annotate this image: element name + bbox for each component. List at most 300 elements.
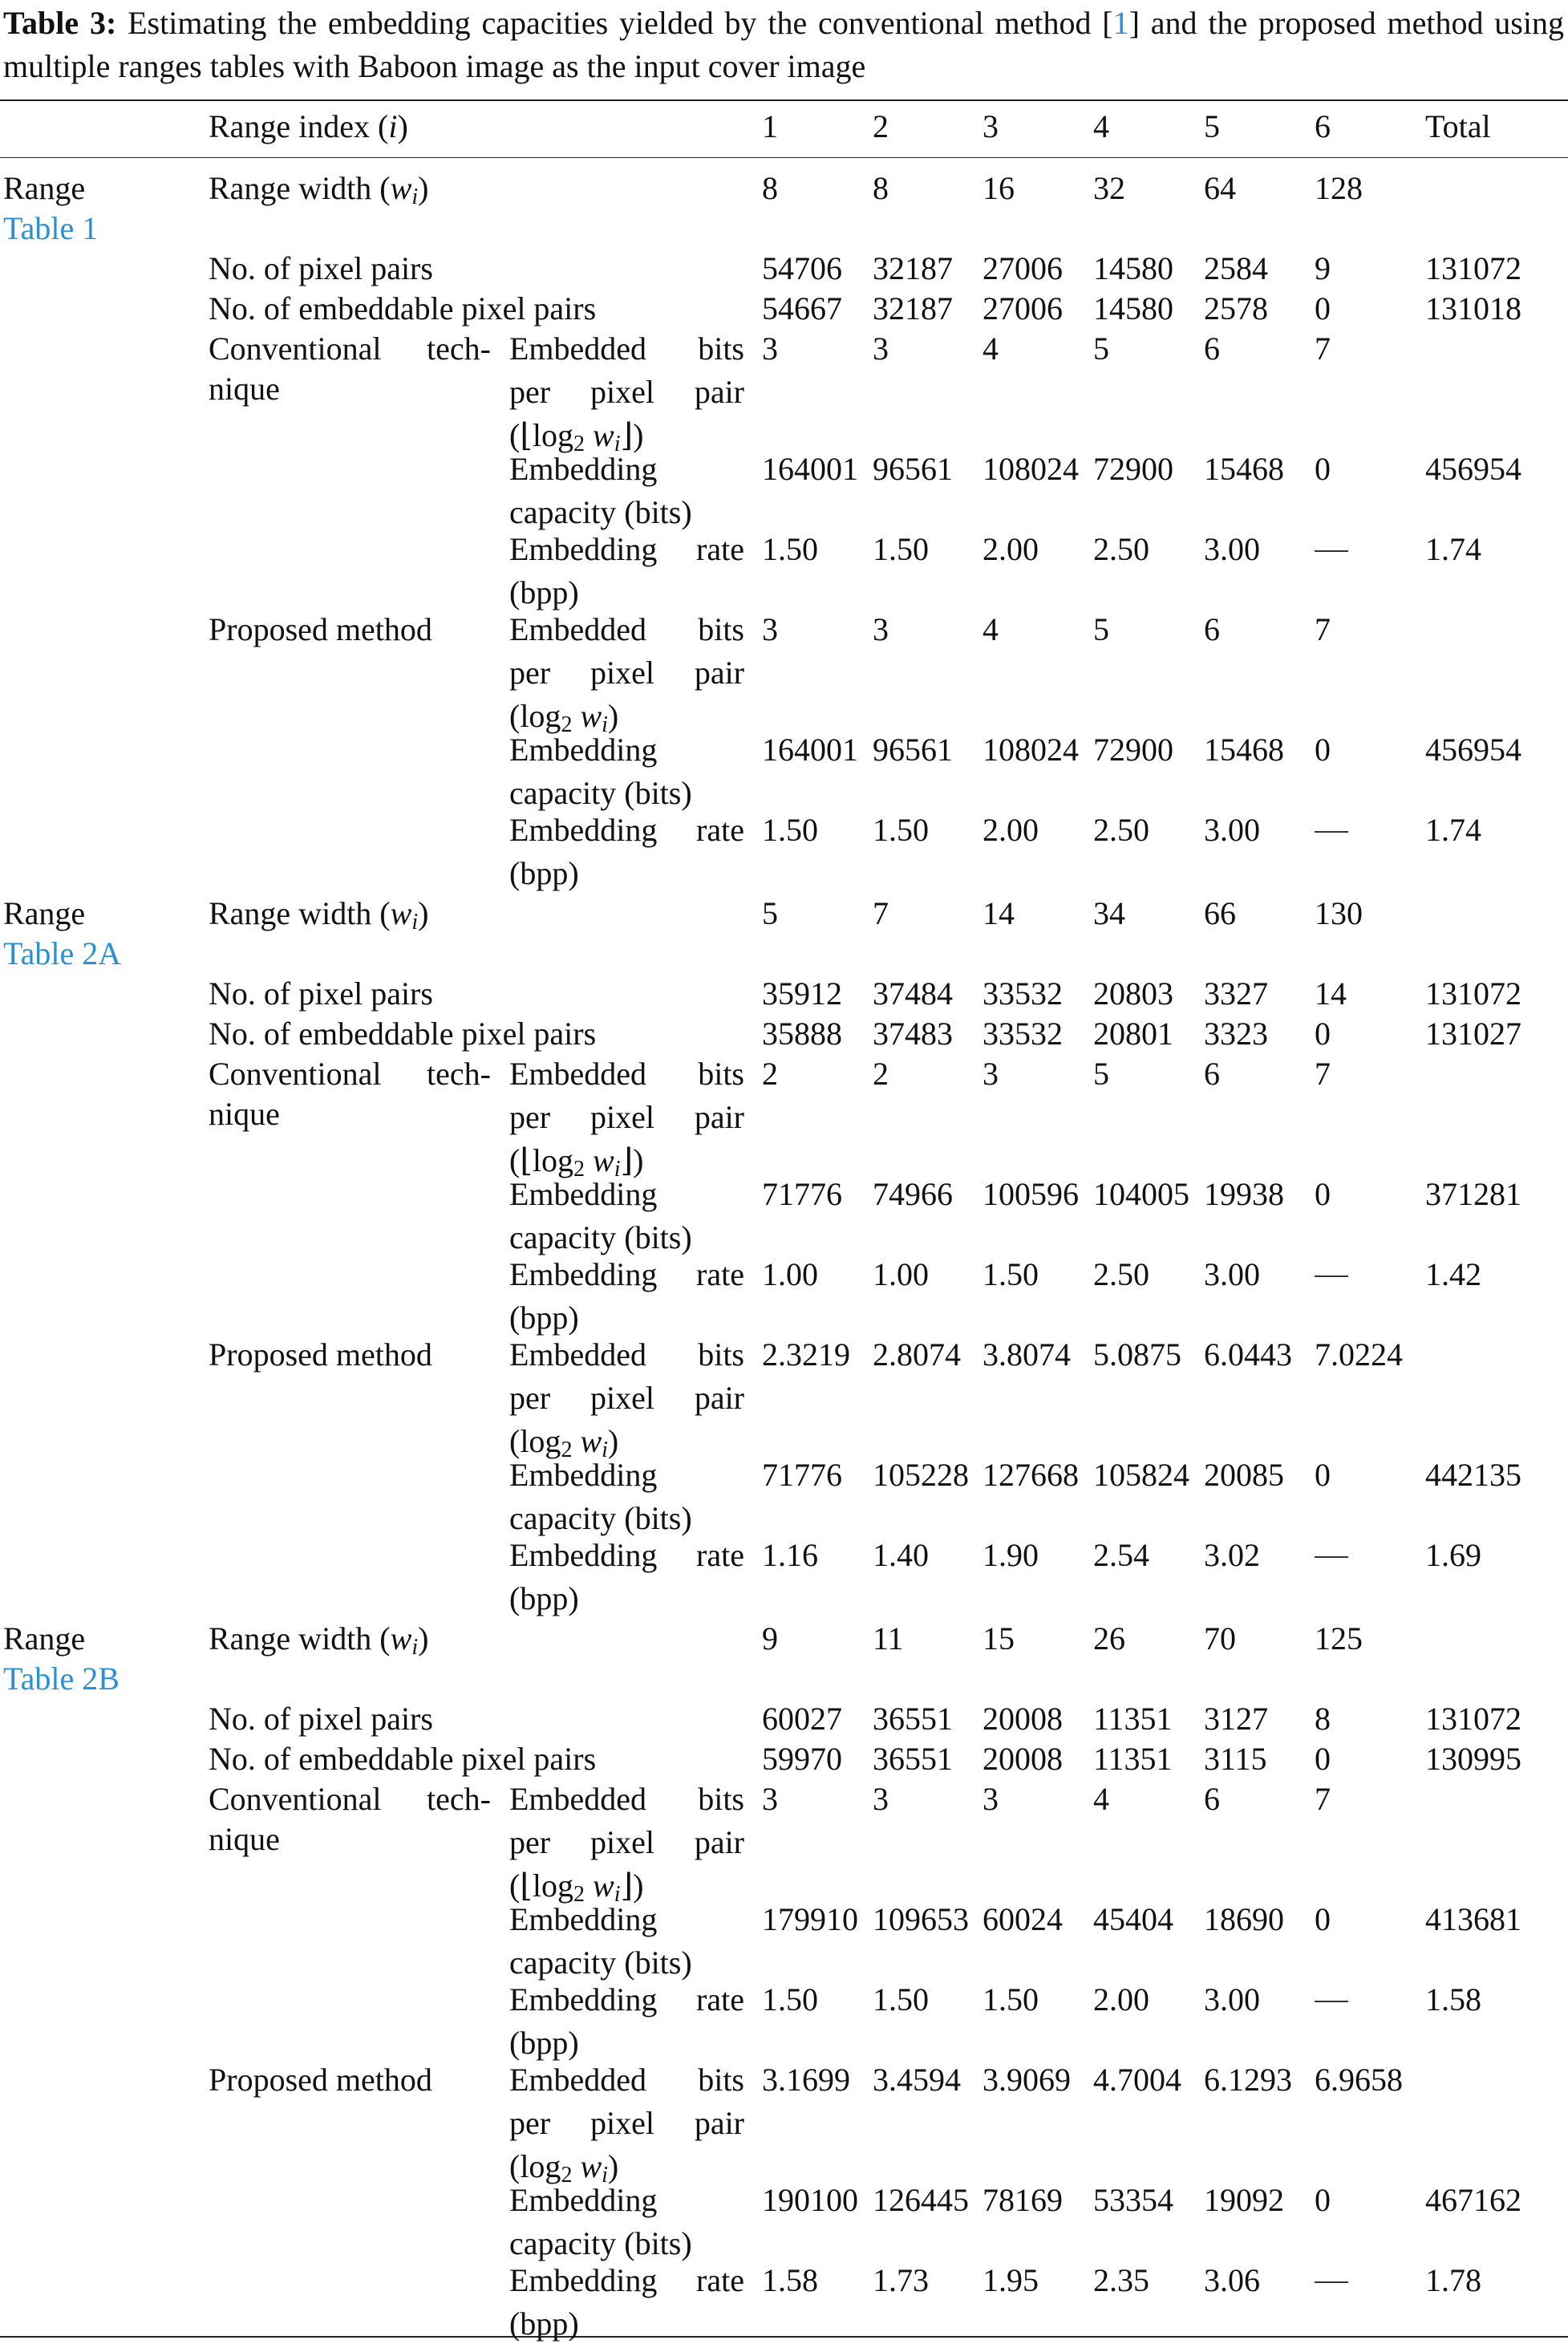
prop-capacity-value: 15468 (1204, 732, 1284, 768)
conv-capacity-value: 164001 (762, 451, 858, 487)
conv-bits-value: 7 (1315, 331, 1331, 367)
column-header: 4 (1093, 108, 1109, 144)
prop-capacity-value: 105824 (1093, 1457, 1189, 1493)
prop-capacity-value: 71776 (762, 1457, 842, 1493)
conv-bits-value: 3 (873, 1781, 889, 1817)
prop-bits-label-line2 (509, 2103, 744, 2143)
prop-rate-value: 2.35 (1093, 2262, 1149, 2298)
prop-rate-label-line2: (bpp) (509, 1580, 579, 1616)
conv-rate-label-line2: (bpp) (509, 2025, 579, 2061)
word: Embedded (509, 1056, 647, 1092)
conv-capacity-value: 96561 (873, 451, 953, 487)
embeddable-pairs-value: 35888 (762, 1016, 842, 1052)
word: Embedding (509, 1256, 658, 1292)
var-w-letter: w (390, 170, 412, 206)
prop-bits-value: 7 (1315, 611, 1331, 647)
prop-capacity-value: 190100 (762, 2182, 858, 2218)
prop-bits-value: 2.8074 (873, 1336, 961, 1373)
conv-rate-total: 1.42 (1425, 1256, 1481, 1292)
conv-bits-value: 6 (1204, 1056, 1220, 1092)
range-width-value: 8 (762, 170, 778, 206)
header-rule (0, 157, 1568, 158)
conv-rate-value: 2.50 (1093, 531, 1149, 567)
range-width-value: 8 (873, 170, 889, 206)
pixel-pairs-value: 32187 (873, 250, 953, 286)
pixel-pairs-value: 20008 (983, 1701, 1063, 1737)
prop-capacity-total: 456954 (1425, 732, 1521, 768)
conv-bits-value: 5 (1093, 1056, 1109, 1092)
word: Embedded (509, 611, 647, 647)
conv-bits-label-line1 (509, 1054, 744, 1094)
pixel-pairs-value: 27006 (983, 250, 1063, 286)
label-text: Range width ( (209, 1620, 391, 1657)
var-i: i (388, 108, 398, 144)
pixel-pairs-label: No. of pixel pairs (209, 975, 433, 1012)
prop-rate-label-line1 (509, 1535, 744, 1576)
prop-rate-value: 1.58 (762, 2262, 818, 2298)
conv-rate-value: 1.50 (873, 1981, 929, 2018)
word: pair (694, 374, 744, 410)
prop-bits-value: 6.1293 (1204, 2062, 1292, 2098)
embeddable-pairs-value: 36551 (873, 1741, 953, 1777)
conv-rate-value: 1.50 (983, 1256, 1039, 1292)
var-w-letter: w (580, 1423, 602, 1459)
word: bits (698, 611, 744, 647)
prop-rate-total: 1.74 (1425, 812, 1481, 848)
log-base: 2 (561, 712, 573, 737)
conv-capacity-total: 456954 (1425, 451, 1521, 487)
range-table-link[interactable]: Table 2A (3, 935, 122, 971)
prop-capacity-value: 0 (1315, 732, 1331, 768)
log-close: ⌋) (620, 1142, 644, 1178)
conv-capacity-label-line2: capacity (bits) (509, 1219, 692, 1255)
prop-bits-value: 7.0224 (1315, 1336, 1403, 1373)
word: pair (694, 655, 744, 691)
conv-bits-label-line1 (509, 329, 744, 369)
caption-label: Table 3: (3, 5, 117, 41)
label-close: ) (418, 895, 429, 931)
conv-capacity-value: 179910 (762, 1901, 858, 1937)
bottom-rule (0, 2336, 1568, 2338)
column-header: 3 (983, 108, 999, 144)
proposed-method-label: Proposed method (209, 611, 432, 647)
proposed-method-label: Proposed method (209, 2062, 432, 2098)
conv-capacity-value: 72900 (1093, 451, 1173, 487)
prop-rate-value: 2.00 (983, 812, 1039, 848)
var-w-sub: i (411, 910, 419, 935)
prop-bits-value: 4 (983, 611, 999, 647)
log-base: 2 (573, 1157, 585, 1182)
log-open: (log (509, 1423, 561, 1459)
proposed-method-label: Proposed method (209, 1336, 432, 1373)
range-width-value: 11 (873, 1620, 904, 1657)
word: Conventional tech- (209, 1056, 491, 1092)
range-width-value: 64 (1204, 170, 1236, 206)
embeddable-pairs-value: 0 (1315, 290, 1331, 326)
conv-bits-value: 3 (762, 331, 778, 367)
conv-rate-total: 1.74 (1425, 531, 1481, 567)
embeddable-pairs-value: 33532 (983, 1016, 1063, 1052)
prop-capacity-value: 105228 (873, 1457, 969, 1493)
conv-capacity-value: 71776 (762, 1176, 842, 1212)
conv-bits-value: 2 (873, 1056, 889, 1092)
conv-rate-label-line2: (bpp) (509, 574, 579, 610)
log-close: ⌋) (620, 417, 644, 453)
pixel-pairs-value: 54706 (762, 250, 842, 286)
word: per (509, 374, 551, 410)
prop-capacity-value: 78169 (983, 2182, 1063, 2218)
prop-bits-value: 3 (873, 611, 889, 647)
var-w (390, 895, 419, 935)
conv-capacity-value: 104005 (1093, 1176, 1189, 1212)
citation-link[interactable]: 1 (1112, 5, 1129, 41)
pixel-pairs-value: 3127 (1204, 1701, 1268, 1737)
prop-rate-value: 1.50 (873, 812, 929, 848)
log-open: (⌊log (509, 1142, 574, 1178)
label-close: ) (418, 170, 429, 206)
conv-bits-value: 3 (762, 1781, 778, 1817)
pixel-pairs-value: 60027 (762, 1701, 842, 1737)
dash-mark (1315, 550, 1348, 552)
label-text: Range width ( (209, 170, 391, 206)
column-header: 5 (1204, 108, 1220, 144)
conv-bits-value: 4 (983, 331, 999, 367)
column-header: 6 (1315, 108, 1331, 144)
dash-mark (1315, 1275, 1348, 1277)
prop-capacity-value: 164001 (762, 732, 858, 768)
word: Embedded (509, 2062, 647, 2098)
word: pair (694, 1824, 744, 1860)
conv-capacity-label-line1: Embedding (509, 1901, 658, 1937)
prop-bits-value: 3.4594 (873, 2062, 961, 2098)
log-close: ) (607, 2148, 619, 2184)
log-open: (⌊log (509, 1867, 574, 1904)
column-header: 2 (873, 108, 889, 144)
word: bits (698, 2062, 744, 2098)
log-close: ⌋) (620, 1867, 644, 1904)
var-w-sub: i (602, 1438, 608, 1462)
var-w (580, 698, 608, 737)
em-dash (1315, 1255, 1348, 1295)
word: rate (696, 1537, 744, 1573)
pixel-pairs-value: 14 (1315, 975, 1347, 1012)
conv-bits-label-line2 (509, 1097, 744, 1138)
conv-capacity-value: 0 (1315, 1176, 1331, 1212)
log-base: 2 (561, 1438, 573, 1462)
prop-rate-total: 1.78 (1425, 2262, 1481, 2298)
range-label: Range (3, 895, 86, 931)
em-dash (1315, 1980, 1348, 2020)
prop-capacity-label-line2: capacity (bits) (509, 1500, 692, 1536)
conv-capacity-value: 0 (1315, 1901, 1331, 1937)
var-w (593, 417, 621, 456)
conv-bits-value: 7 (1315, 1781, 1331, 1817)
conv-rate-label-line1 (509, 1255, 744, 1295)
range-label: Range (3, 1620, 86, 1657)
conv-capacity-total: 371281 (1425, 1176, 1521, 1212)
log-base: 2 (573, 432, 585, 456)
conv-capacity-value: 74966 (873, 1176, 953, 1212)
log-open: (log (509, 2148, 561, 2184)
prop-rate-value: 1.90 (983, 1537, 1039, 1573)
dash-mark (1315, 1556, 1348, 1558)
prop-bits-value: 6.9658 (1315, 2062, 1403, 2098)
range-width-value: 32 (1093, 170, 1125, 206)
prop-rate-label-line2: (bpp) (509, 2305, 579, 2342)
conv-rate-label-line1 (509, 1980, 744, 2020)
prop-bits-value: 6.0443 (1204, 1336, 1292, 1373)
word: Embedded (509, 1336, 647, 1373)
conventional-label-line2: nique (209, 1096, 280, 1132)
conv-bits-value: 3 (983, 1056, 999, 1092)
word: pixel (590, 2105, 654, 2141)
embeddable-pairs-value: 3323 (1204, 1016, 1268, 1052)
var-w-letter: w (593, 417, 614, 453)
dash-mark (1315, 831, 1348, 833)
word: Embedding (509, 531, 658, 567)
embeddable-pairs-value: 59970 (762, 1741, 842, 1777)
conventional-label-line1 (209, 1054, 491, 1094)
var-w (580, 2148, 608, 2188)
conv-bits-value: 4 (1093, 1781, 1109, 1817)
range-width-value: 16 (983, 170, 1015, 206)
prop-capacity-value: 72900 (1093, 732, 1173, 768)
em-dash (1315, 810, 1348, 850)
conv-capacity-value: 45404 (1093, 1901, 1173, 1937)
word: Conventional tech- (209, 1781, 491, 1817)
word: Embedding (509, 1981, 658, 2018)
prop-bits-value: 3.1699 (762, 2062, 850, 2098)
conv-rate-value: 1.50 (762, 531, 818, 567)
var-w (390, 170, 419, 209)
log-base: 2 (561, 2163, 573, 2188)
var-w-letter: w (593, 1142, 614, 1178)
prop-capacity-total: 467162 (1425, 2182, 1521, 2218)
range-width-label (209, 168, 428, 209)
word: pixel (590, 1099, 654, 1135)
prop-bits-label-line2 (509, 1378, 744, 1418)
var-w (593, 1142, 621, 1182)
embeddable-pairs-value: 0 (1315, 1741, 1331, 1777)
label-close: ) (418, 1620, 429, 1657)
conv-rate-value: 2.50 (1093, 1256, 1149, 1292)
prop-bits-value: 6 (1204, 611, 1220, 647)
conv-rate-label-line2: (bpp) (509, 1300, 579, 1336)
label-close: ) (397, 108, 408, 144)
conv-capacity-label-line2: capacity (bits) (509, 1945, 692, 1981)
embeddable-pairs-label: No. of embeddable pixel pairs (209, 290, 597, 326)
range-width-value: 66 (1204, 895, 1236, 931)
prop-capacity-label-line1: Embedding (509, 2182, 658, 2218)
pixel-pairs-value: 36551 (873, 1701, 953, 1737)
embeddable-pairs-value: 2578 (1204, 290, 1268, 326)
caption-text-after: ] and the proposed method using multiple ranges tables with Baboon image as the input cover image (3, 5, 1564, 84)
em-dash (1315, 2261, 1348, 2301)
prop-capacity-value: 0 (1315, 1457, 1331, 1493)
range-width-value: 130 (1315, 895, 1363, 931)
prop-rate-value: 1.16 (762, 1537, 818, 1573)
embeddable-pairs-label: No. of embeddable pixel pairs (209, 1741, 597, 1777)
prop-bits-label-line1 (509, 610, 744, 650)
conventional-label-line2: nique (209, 371, 280, 407)
word: Embedded (509, 331, 647, 367)
prop-capacity-label-line2: capacity (bits) (509, 2225, 692, 2261)
table-caption (3, 2, 1564, 88)
word: per (509, 1824, 551, 1860)
dash-mark (1315, 2001, 1348, 2002)
prop-capacity-value: 53354 (1093, 2182, 1173, 2218)
conv-bits-value: 3 (873, 331, 889, 367)
prop-rate-value: 3.06 (1204, 2262, 1260, 2298)
prop-capacity-value: 108024 (983, 732, 1079, 768)
range-table-link[interactable]: Table 1 (3, 210, 99, 246)
conv-capacity-label-line2: capacity (bits) (509, 494, 692, 530)
prop-capacity-label-line2: capacity (bits) (509, 775, 692, 811)
conv-rate-value: 2.00 (983, 531, 1039, 567)
pixel-pairs-value: 14580 (1093, 250, 1173, 286)
range-label: Range (3, 170, 86, 206)
prop-rate-value: 1.73 (873, 2262, 929, 2298)
conv-rate-value: 1.50 (762, 1981, 818, 2018)
var-w (390, 1620, 419, 1660)
prop-bits-value: 3.8074 (983, 1336, 1071, 1373)
word: per (509, 2105, 551, 2141)
conv-bits-label-line2 (509, 1823, 744, 1863)
prop-rate-label-line1 (509, 810, 744, 850)
prop-bits-label-line1 (509, 1335, 744, 1375)
word: pixel (590, 374, 654, 410)
conv-rate-value: 1.00 (873, 1256, 929, 1292)
var-w-letter: w (580, 698, 602, 734)
word: Embedded (509, 1781, 647, 1817)
prop-bits-value: 2.3219 (762, 1336, 850, 1373)
range-width-value: 9 (762, 1620, 778, 1657)
embeddable-pairs-value: 14580 (1093, 290, 1173, 326)
pixel-pairs-value: 33532 (983, 975, 1063, 1012)
prop-rate-value: 2.54 (1093, 1537, 1149, 1573)
var-w-letter: w (593, 1867, 614, 1904)
word: pixel (590, 1380, 654, 1416)
word: Embedding (509, 812, 658, 848)
pixel-pairs-value: 11351 (1093, 1701, 1173, 1737)
embeddable-pairs-total: 131027 (1425, 1016, 1521, 1052)
conv-rate-value: 3.00 (1204, 531, 1260, 567)
prop-capacity-value: 0 (1315, 2182, 1331, 2218)
range-width-value: 14 (983, 895, 1015, 931)
word: pair (694, 1380, 744, 1416)
log-base: 2 (573, 1882, 585, 1907)
pixel-pairs-value: 3327 (1204, 975, 1268, 1012)
pixel-pairs-label: No. of pixel pairs (209, 250, 433, 286)
range-width-value: 128 (1315, 170, 1363, 206)
prop-rate-value: 3.02 (1204, 1537, 1260, 1573)
conv-capacity-label-line1: Embedding (509, 451, 658, 487)
word: bits (698, 1336, 744, 1373)
conv-rate-value: 3.00 (1204, 1256, 1260, 1292)
log-close: ) (607, 698, 619, 734)
var-w (593, 1867, 621, 1907)
pixel-pairs-total: 131072 (1425, 975, 1521, 1012)
conv-capacity-total: 413681 (1425, 1901, 1521, 1937)
conv-bits-value: 2 (762, 1056, 778, 1092)
embeddable-pairs-value: 20801 (1093, 1016, 1173, 1052)
log-open: (log (509, 698, 561, 734)
em-dash (1315, 529, 1348, 570)
word: rate (696, 1256, 744, 1292)
em-dash (1315, 1535, 1348, 1576)
prop-capacity-total: 442135 (1425, 1457, 1521, 1493)
word: bits (698, 331, 744, 367)
conv-bits-value: 6 (1204, 1781, 1220, 1817)
prop-bits-label-line2 (509, 653, 744, 693)
var-w-sub: i (602, 2163, 608, 2188)
word: Conventional tech- (209, 331, 491, 367)
prop-capacity-value: 20085 (1204, 1457, 1284, 1493)
pixel-pairs-value: 20803 (1093, 975, 1173, 1012)
var-w-sub: i (614, 432, 621, 456)
range-width-value: 125 (1315, 1620, 1363, 1657)
prop-bits-value: 5 (1093, 611, 1109, 647)
word: per (509, 655, 551, 691)
prop-bits-value: 3 (762, 611, 778, 647)
word: rate (696, 531, 744, 567)
prop-rate-value: 3.00 (1204, 812, 1260, 848)
conv-capacity-value: 15468 (1204, 451, 1284, 487)
embeddable-pairs-value: 37483 (873, 1016, 953, 1052)
log-close: ) (607, 1423, 619, 1459)
pixel-pairs-value: 37484 (873, 975, 953, 1012)
conv-rate-value: 1.50 (983, 1981, 1039, 2018)
embeddable-pairs-value: 32187 (873, 290, 953, 326)
embeddable-pairs-total: 131018 (1425, 290, 1521, 326)
range-width-label (209, 894, 428, 934)
conv-rate-value: 1.00 (762, 1256, 818, 1292)
prop-capacity-value: 126445 (873, 2182, 969, 2218)
embeddable-pairs-total: 130995 (1425, 1741, 1521, 1777)
conv-capacity-value: 18690 (1204, 1901, 1284, 1937)
prop-capacity-value: 96561 (873, 732, 953, 768)
conv-rate-total: 1.58 (1425, 1981, 1481, 2018)
embeddable-pairs-value: 3115 (1204, 1741, 1267, 1777)
prop-capacity-label-line1: Embedding (509, 1457, 658, 1493)
word: Embedding (509, 1537, 658, 1573)
conv-capacity-value: 100596 (983, 1176, 1079, 1212)
word: per (509, 1380, 551, 1416)
embeddable-pairs-value: 20008 (983, 1741, 1063, 1777)
word: rate (696, 2262, 744, 2298)
var-w-letter: w (390, 895, 412, 931)
range-width-label (209, 1619, 428, 1659)
var-w-sub: i (614, 1882, 621, 1907)
pixel-pairs-value: 2584 (1204, 250, 1268, 286)
word: bits (698, 1781, 744, 1817)
var-w-letter: w (390, 1620, 412, 1657)
conv-rate-value: 2.00 (1093, 1981, 1149, 2018)
header-range-index (209, 107, 408, 147)
pixel-pairs-value: 9 (1315, 250, 1331, 286)
prop-bits-value: 3.9069 (983, 2062, 1071, 2098)
conv-bits-value: 5 (1093, 331, 1109, 367)
dash-mark (1315, 2281, 1348, 2283)
range-width-value: 70 (1204, 1620, 1236, 1657)
prop-bits-value: 4.7004 (1093, 2062, 1181, 2098)
pixel-pairs-value: 8 (1315, 1701, 1331, 1737)
word: rate (696, 1981, 744, 2018)
conv-capacity-label-line1: Embedding (509, 1176, 658, 1212)
range-table-link[interactable]: Table 2B (3, 1661, 120, 1697)
word: rate (696, 812, 744, 848)
prop-rate-total: 1.69 (1425, 1537, 1481, 1573)
